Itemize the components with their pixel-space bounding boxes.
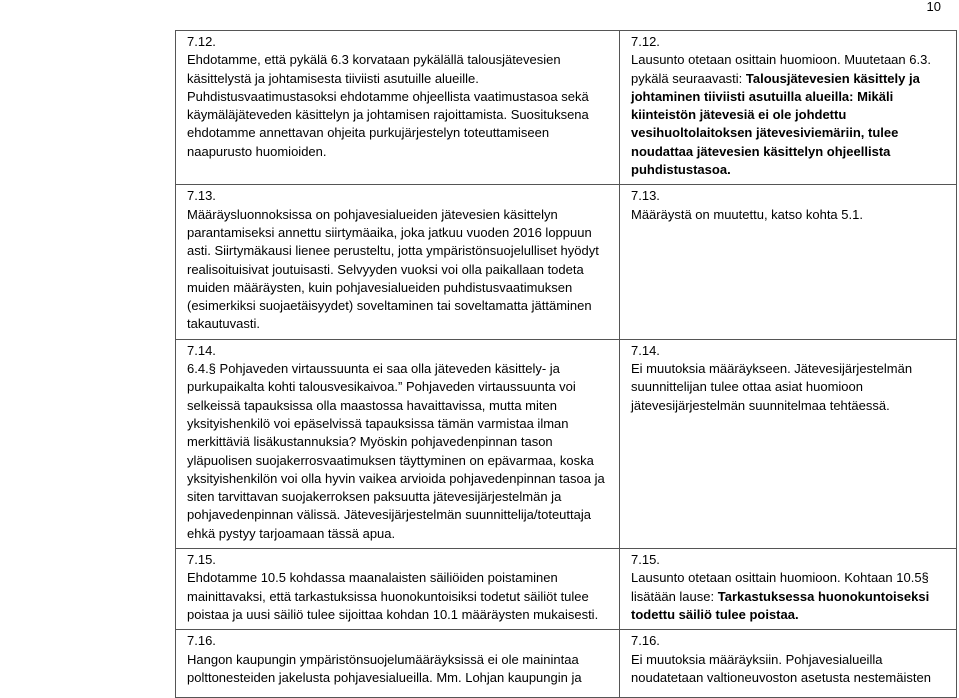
- statement-text: 6.4.§ Pohjaveden virtaussuunta ei saa olla jäteveden käsittely- ja purkupaikalta kohti talousvesikaivoa.” Pohjaveden virtaussuunta voi selkeissä tapauksissa olla maastossa havaittavissa, mutta miten yksityishenkilö voi epäselvissä tapauksissa tämän varmistaa ilman merkittäviä lisäkustannuksia? Myöskin pohjavedenpinnan tason yläpuolisen suojakerrosvaatimuksen täyttyminen on epävarmaa, koska yksityishenkilön voi olla hyvin vaikea arvioida pohjavedenpinnan tasoa ja siten tarvittavan suojakerroksen paksuutta jätevesijärjestelmän ja pohjavedenpinnan välissä. Jätevesijärjestelmän suunnittelija/toteuttaja ehkä pystyy tarjoamaan tässä apua.: [187, 361, 605, 541]
- statement-cell: [176, 185, 620, 339]
- table-row: [176, 185, 957, 339]
- response-cell: [620, 31, 957, 185]
- item-number: 7.12.: [187, 34, 216, 49]
- response-bold-text: Talousjätevesien käsittely ja johtaminen tiiviisti asutuilla alueilla: Mikäli kiinteistön jätevesiä ei ole johdettu vesihuoltolaitoksen jätevesiviemäriin, tulee noudattaa jätevesien käsittelyn ohjeellista puhdistustasoa.: [631, 70, 920, 178]
- response-text: Määräystä on muutettu, katso kohta 5.1.: [631, 206, 863, 222]
- item-number: 7.14.: [631, 342, 660, 358]
- page-number: 10: [926, 0, 941, 14]
- comments-table: [175, 30, 957, 698]
- statement-cell: [176, 31, 620, 185]
- response-text: lisätään lause:: [631, 588, 718, 604]
- statement-cell: [176, 549, 620, 630]
- response-text: Ei muutoksia määräykseen. Jätevesijärjestelmän suunnittelijan tulee ottaa asiat huomioon jätevesijärjestelmän suunnitelmaa tehtäessä.: [631, 361, 913, 413]
- response-text: Lausunto otetaan osittain huomioon. Kohtaan 10.5§: [631, 570, 929, 586]
- table-row: [176, 630, 957, 698]
- item-number: 7.12.: [631, 34, 660, 49]
- response-text: pykälä seuraavasti:: [631, 70, 746, 86]
- response-cell: [620, 630, 957, 698]
- response-text: Lausunto otetaan osittain huomioon. Muutetaan 6.3.: [631, 52, 931, 68]
- response-cell: [620, 549, 957, 630]
- statement-cell: [176, 630, 620, 698]
- response-cell: [620, 185, 957, 339]
- item-number: 7.13.: [631, 188, 660, 204]
- table-row: [176, 549, 957, 630]
- item-number: 7.16.: [187, 633, 216, 649]
- response-cell: [620, 339, 957, 548]
- statement-text: Ehdotamme, että pykälä 6.3 korvataan pykälällä talousjätevesien käsittelystä ja johtamisesta tiiviisti asutuille alueille. Puhdistusvaatimustasoksi ehdotamme ohjeellista vaatimustasoa sekä käymäläjäteveden käsittelyn ja johtamisen rajoittamista. Suosituksena ehdotamme annettavan ohjeita purkujärjestelyn toteuttamiseen naapurusto huomioiden.: [187, 52, 589, 159]
- statement-cell: [176, 339, 620, 548]
- item-number: 7.15.: [187, 552, 216, 568]
- table-row: [176, 339, 957, 548]
- statement-text: Määräysluonnoksissa on pohjavesialueiden jätevesien käsittelyn parantamiseksi annettu siirtymäaika, joka jatkuu vuoden 2016 loppuun asti. Siirtymäkausi lienee perusteltu, jotta ympäristönsuojelulliset hyödyt realisoituisivat joutuisasti. Selvyyden vuoksi voi olla paikallaan todeta muiden määräysten, kuin pohjavesialueiden puhdistusvaatimuksen (esimerkiksi suojaetäisyydet) soveltaminen tai soveltamatta jättäminen takautuvasti.: [187, 206, 599, 332]
- response-text: Ei muutoksia määräyksiin. Pohjavesialueilla noudatetaan valtioneuvoston asetusta nestemäisten: [631, 651, 931, 685]
- statement-text: Ehdotamme 10.5 kohdassa maanalaisten säiliöiden poistaminen mainittavaksi, että tarkastuksissa huonokuntoisiksi todetut säiliöt tulee poistaa ja uusi säiliö tulee sijoittaa kohdan 10.1 määräysten mukaisesti.: [187, 570, 599, 622]
- item-number: 7.16.: [631, 633, 660, 649]
- item-number: 7.13.: [187, 188, 216, 204]
- statement-text: Hangon kaupungin ympäristönsuojelumääräyksissä ei ole mainintaa polttonesteiden jakelusta pohjavesialueilla. Mm. Lohjan kaupungin ja: [187, 651, 582, 685]
- table-row: [176, 31, 957, 185]
- response-bold-text: Tarkastuksessa huonokuntoiseksi todettu säiliö tulee poistaa.: [631, 588, 930, 622]
- item-number: 7.14.: [187, 342, 216, 358]
- item-number: 7.15.: [631, 552, 660, 568]
